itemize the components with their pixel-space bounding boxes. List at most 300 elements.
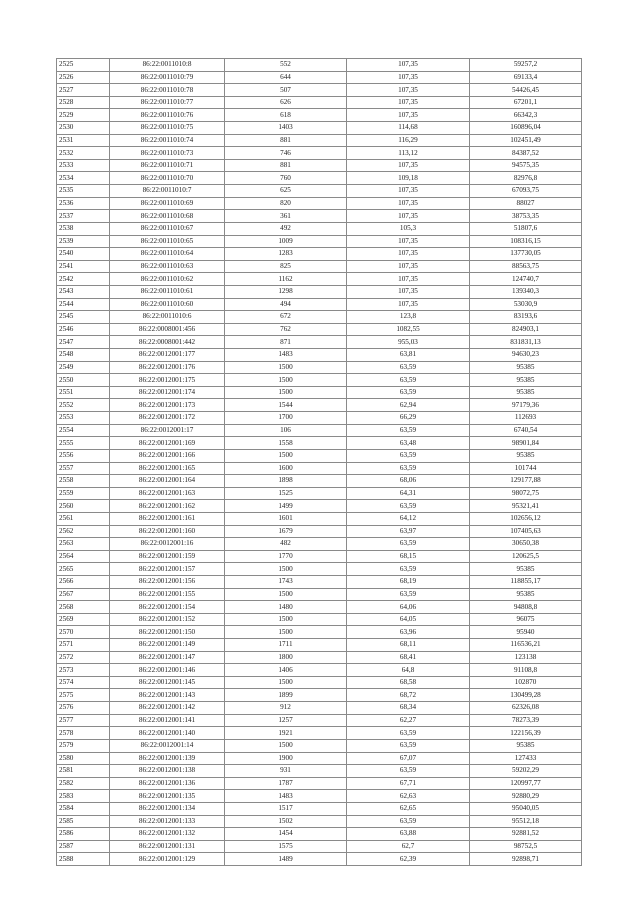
row-number-cell: 2527 (57, 84, 110, 97)
row-number-cell: 2574 (57, 676, 110, 689)
cadastral-number-cell: 86:22:0011010:73 (110, 147, 225, 160)
row-number-cell: 2547 (57, 336, 110, 349)
table-row (57, 840, 582, 853)
area-cell: 626 (225, 96, 347, 109)
cadastral-number-cell: 86:22:0012001:155 (110, 588, 225, 601)
area-cell: 1500 (225, 613, 347, 626)
value-cell: 95321,41 (470, 500, 582, 513)
row-number-cell: 2535 (57, 185, 110, 198)
cadastral-number-cell: 86:22:0011010:77 (110, 96, 225, 109)
value-cell: 831831,13 (470, 336, 582, 349)
row-number-cell: 2529 (57, 109, 110, 122)
table-row (57, 525, 582, 538)
area-cell: 1500 (225, 626, 347, 639)
cadastral-number-cell: 86:22:0011010:61 (110, 285, 225, 298)
row-number-cell: 2588 (57, 853, 110, 866)
table-row (57, 235, 582, 248)
row-number-cell: 2541 (57, 260, 110, 273)
rate-cell: 66,29 (347, 412, 470, 425)
cadastral-number-cell: 86:22:0012001:175 (110, 374, 225, 387)
rate-cell: 63,59 (347, 588, 470, 601)
row-number-cell: 2542 (57, 273, 110, 286)
table-row (57, 487, 582, 500)
cadastral-number-cell: 86:22:0012001:140 (110, 727, 225, 740)
rate-cell: 63,59 (347, 563, 470, 576)
row-number-cell: 2578 (57, 727, 110, 740)
row-number-cell: 2564 (57, 550, 110, 563)
value-cell: 51807,6 (470, 222, 582, 235)
table-row (57, 563, 582, 576)
row-number-cell: 2577 (57, 714, 110, 727)
cadastral-number-cell: 86:22:0012001:136 (110, 777, 225, 790)
cadastral-number-cell: 86:22:0012001:129 (110, 853, 225, 866)
table-row (57, 59, 582, 72)
rate-cell: 63,59 (347, 815, 470, 828)
area-cell: 618 (225, 109, 347, 122)
value-cell: 108316,15 (470, 235, 582, 248)
row-number-cell: 2566 (57, 575, 110, 588)
cadastral-number-cell: 86:22:0012001:173 (110, 399, 225, 412)
row-number-cell: 2561 (57, 512, 110, 525)
cadastral-number-cell: 86:22:0008001:442 (110, 336, 225, 349)
table-row (57, 197, 582, 210)
area-cell: 871 (225, 336, 347, 349)
cadastral-number-cell: 86:22:0012001:131 (110, 840, 225, 853)
row-number-cell: 2550 (57, 374, 110, 387)
row-number-cell: 2530 (57, 122, 110, 135)
rate-cell: 62,27 (347, 714, 470, 727)
rate-cell: 68,15 (347, 550, 470, 563)
rate-cell: 1082,55 (347, 323, 470, 336)
table-row (57, 399, 582, 412)
table-row (57, 802, 582, 815)
rate-cell: 109,18 (347, 172, 470, 185)
table-row (57, 828, 582, 841)
table-row (57, 475, 582, 488)
table-row (57, 853, 582, 866)
table-row (57, 96, 582, 109)
row-number-cell: 2569 (57, 613, 110, 626)
rate-cell: 107,35 (347, 71, 470, 84)
area-cell: 672 (225, 311, 347, 324)
cadastral-number-cell: 86:22:0012001:157 (110, 563, 225, 576)
table-row (57, 84, 582, 97)
area-cell: 1900 (225, 752, 347, 765)
rate-cell: 105,3 (347, 222, 470, 235)
cadastral-number-cell: 86:22:0011010:60 (110, 298, 225, 311)
table-row (57, 739, 582, 752)
value-cell: 67093,75 (470, 185, 582, 198)
row-number-cell: 2558 (57, 475, 110, 488)
value-cell: 30650,38 (470, 538, 582, 551)
value-cell: 95385 (470, 588, 582, 601)
area-cell: 361 (225, 210, 347, 223)
row-number-cell: 2565 (57, 563, 110, 576)
row-number-cell: 2543 (57, 285, 110, 298)
value-cell: 92881,52 (470, 828, 582, 841)
table-row (57, 210, 582, 223)
row-number-cell: 2586 (57, 828, 110, 841)
area-cell: 1454 (225, 828, 347, 841)
area-cell: 507 (225, 84, 347, 97)
table-row (57, 222, 582, 235)
cadastral-number-cell: 86:22:0012001:152 (110, 613, 225, 626)
cadastral-number-cell: 86:22:0012001:17 (110, 424, 225, 437)
rate-cell: 107,35 (347, 260, 470, 273)
cadastral-number-cell: 86:22:0012001:165 (110, 462, 225, 475)
area-cell: 1517 (225, 802, 347, 815)
area-cell: 482 (225, 538, 347, 551)
value-cell: 95385 (470, 563, 582, 576)
row-number-cell: 2552 (57, 399, 110, 412)
value-cell: 97179,36 (470, 399, 582, 412)
rate-cell: 67,71 (347, 777, 470, 790)
cadastral-number-cell: 86:22:0011010:69 (110, 197, 225, 210)
cadastral-number-cell: 86:22:0011010:8 (110, 59, 225, 72)
table-row (57, 424, 582, 437)
row-number-cell: 2528 (57, 96, 110, 109)
table-row (57, 374, 582, 387)
rate-cell: 62,63 (347, 790, 470, 803)
row-number-cell: 2582 (57, 777, 110, 790)
area-cell: 746 (225, 147, 347, 160)
cadastral-number-cell: 86:22:0012001:139 (110, 752, 225, 765)
cadastral-number-cell: 86:22:0011010:78 (110, 84, 225, 97)
cadastral-number-cell: 86:22:0012001:169 (110, 437, 225, 450)
cadastral-number-cell: 86:22:0012001:16 (110, 538, 225, 551)
value-cell: 83193,6 (470, 311, 582, 324)
value-cell: 112693 (470, 412, 582, 425)
area-cell: 1711 (225, 639, 347, 652)
table-row (57, 626, 582, 639)
area-cell: 492 (225, 222, 347, 235)
rate-cell: 107,35 (347, 197, 470, 210)
rate-cell: 63,59 (347, 538, 470, 551)
value-cell: 129177,88 (470, 475, 582, 488)
rate-cell: 63,48 (347, 437, 470, 450)
rate-cell: 63,59 (347, 424, 470, 437)
table-row (57, 285, 582, 298)
row-number-cell: 2585 (57, 815, 110, 828)
table-row (57, 248, 582, 261)
area-cell: 1787 (225, 777, 347, 790)
row-number-cell: 2584 (57, 802, 110, 815)
rate-cell: 113,12 (347, 147, 470, 160)
row-number-cell: 2525 (57, 59, 110, 72)
cadastral-number-cell: 86:22:0012001:132 (110, 828, 225, 841)
row-number-cell: 2563 (57, 538, 110, 551)
table-row (57, 815, 582, 828)
cadastral-number-cell: 86:22:0011010:76 (110, 109, 225, 122)
rate-cell: 63,59 (347, 727, 470, 740)
area-cell: 625 (225, 185, 347, 198)
table-row (57, 185, 582, 198)
cadastral-number-cell: 86:22:0012001:149 (110, 639, 225, 652)
rate-cell: 107,35 (347, 210, 470, 223)
rate-cell: 64,06 (347, 601, 470, 614)
value-cell: 94575,35 (470, 159, 582, 172)
value-cell: 98752,5 (470, 840, 582, 853)
rate-cell: 62,65 (347, 802, 470, 815)
row-number-cell: 2538 (57, 222, 110, 235)
cadastral-number-cell: 86:22:0011010:68 (110, 210, 225, 223)
value-cell: 92880,29 (470, 790, 582, 803)
cadastral-number-cell: 86:22:0012001:162 (110, 500, 225, 513)
value-cell: 118855,17 (470, 575, 582, 588)
rate-cell: 68,41 (347, 651, 470, 664)
area-cell: 1483 (225, 349, 347, 362)
area-cell: 1525 (225, 487, 347, 500)
row-number-cell: 2554 (57, 424, 110, 437)
rate-cell: 123,8 (347, 311, 470, 324)
area-cell: 1700 (225, 412, 347, 425)
area-cell: 1500 (225, 563, 347, 576)
value-cell: 92898,71 (470, 853, 582, 866)
table-row (57, 412, 582, 425)
value-cell: 824903,1 (470, 323, 582, 336)
area-cell: 1500 (225, 386, 347, 399)
value-cell: 69133,4 (470, 71, 582, 84)
cadastral-number-cell: 86:22:0012001:164 (110, 475, 225, 488)
table-row (57, 752, 582, 765)
row-number-cell: 2587 (57, 840, 110, 853)
row-number-cell: 2545 (57, 311, 110, 324)
table-row (57, 538, 582, 551)
value-cell: 95512,18 (470, 815, 582, 828)
value-cell: 95940 (470, 626, 582, 639)
cadastral-number-cell: 86:22:0012001:145 (110, 676, 225, 689)
area-cell: 1558 (225, 437, 347, 450)
cadastral-number-cell: 86:22:0011010:79 (110, 71, 225, 84)
row-number-cell: 2557 (57, 462, 110, 475)
rate-cell: 63,59 (347, 374, 470, 387)
rate-cell: 63,59 (347, 361, 470, 374)
value-cell: 59202,29 (470, 765, 582, 778)
row-number-cell: 2571 (57, 639, 110, 652)
value-cell: 95385 (470, 374, 582, 387)
cadastral-number-cell: 86:22:0012001:143 (110, 689, 225, 702)
cadastral-number-cell: 86:22:0011010:6 (110, 311, 225, 324)
value-cell: 102451,49 (470, 134, 582, 147)
table-row (57, 727, 582, 740)
area-cell: 1575 (225, 840, 347, 853)
row-number-cell: 2559 (57, 487, 110, 500)
value-cell: 67201,1 (470, 96, 582, 109)
cadastral-number-cell: 86:22:0008001:456 (110, 323, 225, 336)
table-row (57, 361, 582, 374)
table-row (57, 689, 582, 702)
cadastral-number-cell: 86:22:0012001:166 (110, 449, 225, 462)
rate-cell: 107,35 (347, 109, 470, 122)
value-cell: 130499,28 (470, 689, 582, 702)
value-cell: 102656,12 (470, 512, 582, 525)
cadastral-value-table (56, 58, 582, 866)
cadastral-number-cell: 86:22:0012001:161 (110, 512, 225, 525)
rate-cell: 63,96 (347, 626, 470, 639)
value-cell: 160896,04 (470, 122, 582, 135)
area-cell: 1899 (225, 689, 347, 702)
value-cell: 101744 (470, 462, 582, 475)
area-cell: 1500 (225, 739, 347, 752)
row-number-cell: 2534 (57, 172, 110, 185)
table-row (57, 462, 582, 475)
row-number-cell: 2544 (57, 298, 110, 311)
cadastral-number-cell: 86:22:0012001:138 (110, 765, 225, 778)
row-number-cell: 2562 (57, 525, 110, 538)
area-cell: 1500 (225, 361, 347, 374)
value-cell: 82976,8 (470, 172, 582, 185)
value-cell: 123138 (470, 651, 582, 664)
table-row (57, 664, 582, 677)
area-cell: 820 (225, 197, 347, 210)
value-cell: 54426,45 (470, 84, 582, 97)
table-row (57, 386, 582, 399)
row-number-cell: 2548 (57, 349, 110, 362)
area-cell: 1499 (225, 500, 347, 513)
table-row (57, 575, 582, 588)
cadastral-number-cell: 86:22:0012001:154 (110, 601, 225, 614)
value-cell: 53030,9 (470, 298, 582, 311)
rate-cell: 63,59 (347, 739, 470, 752)
area-cell: 1601 (225, 512, 347, 525)
table-row (57, 273, 582, 286)
rate-cell: 67,07 (347, 752, 470, 765)
area-cell: 1544 (225, 399, 347, 412)
row-number-cell: 2556 (57, 449, 110, 462)
cadastral-number-cell: 86:22:0011010:7 (110, 185, 225, 198)
row-number-cell: 2555 (57, 437, 110, 450)
value-cell: 66342,3 (470, 109, 582, 122)
area-cell: 1921 (225, 727, 347, 740)
row-number-cell: 2572 (57, 651, 110, 664)
row-number-cell: 2580 (57, 752, 110, 765)
table-row (57, 765, 582, 778)
table-row (57, 714, 582, 727)
area-cell: 1500 (225, 676, 347, 689)
table-row (57, 512, 582, 525)
table-row (57, 777, 582, 790)
area-cell: 881 (225, 134, 347, 147)
rate-cell: 62,7 (347, 840, 470, 853)
value-cell: 94630,23 (470, 349, 582, 362)
area-cell: 1600 (225, 462, 347, 475)
value-cell: 124740,7 (470, 273, 582, 286)
table-row (57, 437, 582, 450)
value-cell: 38753,35 (470, 210, 582, 223)
row-number-cell: 2532 (57, 147, 110, 160)
table-row (57, 349, 582, 362)
rate-cell: 68,72 (347, 689, 470, 702)
value-cell: 59257,2 (470, 59, 582, 72)
value-cell: 95385 (470, 449, 582, 462)
row-number-cell: 2581 (57, 765, 110, 778)
area-cell: 644 (225, 71, 347, 84)
cadastral-number-cell: 86:22:0012001:172 (110, 412, 225, 425)
row-number-cell: 2567 (57, 588, 110, 601)
area-cell: 1480 (225, 601, 347, 614)
rate-cell: 107,35 (347, 298, 470, 311)
table-row (57, 122, 582, 135)
value-cell: 107405,63 (470, 525, 582, 538)
area-cell: 1406 (225, 664, 347, 677)
cadastral-number-cell: 86:22:0011010:62 (110, 273, 225, 286)
area-cell: 1298 (225, 285, 347, 298)
value-cell: 139340,3 (470, 285, 582, 298)
area-cell: 762 (225, 323, 347, 336)
row-number-cell: 2540 (57, 248, 110, 261)
row-number-cell: 2583 (57, 790, 110, 803)
area-cell: 912 (225, 702, 347, 715)
rate-cell: 62,39 (347, 853, 470, 866)
table-row (57, 311, 582, 324)
cadastral-number-cell: 86:22:0011010:71 (110, 159, 225, 172)
table-row (57, 71, 582, 84)
cadastral-number-cell: 86:22:0012001:142 (110, 702, 225, 715)
area-cell: 1283 (225, 248, 347, 261)
rate-cell: 63,59 (347, 462, 470, 475)
rate-cell: 63,88 (347, 828, 470, 841)
value-cell: 120997,77 (470, 777, 582, 790)
area-cell: 552 (225, 59, 347, 72)
cadastral-number-cell: 86:22:0011010:64 (110, 248, 225, 261)
table-row (57, 588, 582, 601)
value-cell: 78273,39 (470, 714, 582, 727)
area-cell: 1162 (225, 273, 347, 286)
value-cell: 88027 (470, 197, 582, 210)
rate-cell: 64,8 (347, 664, 470, 677)
cadastral-number-cell: 86:22:0011010:70 (110, 172, 225, 185)
rate-cell: 63,59 (347, 765, 470, 778)
rate-cell: 62,94 (347, 399, 470, 412)
rate-cell: 64,12 (347, 512, 470, 525)
value-cell: 127433 (470, 752, 582, 765)
row-number-cell: 2539 (57, 235, 110, 248)
row-number-cell: 2533 (57, 159, 110, 172)
rate-cell: 107,35 (347, 96, 470, 109)
rate-cell: 107,35 (347, 248, 470, 261)
value-cell: 95385 (470, 739, 582, 752)
cadastral-number-cell: 86:22:0012001:134 (110, 802, 225, 815)
rate-cell: 63,59 (347, 500, 470, 513)
area-cell: 494 (225, 298, 347, 311)
area-cell: 825 (225, 260, 347, 273)
row-number-cell: 2575 (57, 689, 110, 702)
table-row (57, 449, 582, 462)
rate-cell: 68,11 (347, 639, 470, 652)
rate-cell: 107,35 (347, 84, 470, 97)
cadastral-number-cell: 86:22:0012001:156 (110, 575, 225, 588)
cadastral-number-cell: 86:22:0012001:163 (110, 487, 225, 500)
rate-cell: 107,35 (347, 185, 470, 198)
row-number-cell: 2573 (57, 664, 110, 677)
cadastral-number-cell: 86:22:0012001:150 (110, 626, 225, 639)
table-row (57, 790, 582, 803)
rate-cell: 64,31 (347, 487, 470, 500)
rate-cell: 68,19 (347, 575, 470, 588)
area-cell: 1257 (225, 714, 347, 727)
value-cell: 98901,84 (470, 437, 582, 450)
value-cell: 91108,8 (470, 664, 582, 677)
value-cell: 98072,75 (470, 487, 582, 500)
value-cell: 95385 (470, 361, 582, 374)
rate-cell: 107,35 (347, 59, 470, 72)
table-row (57, 323, 582, 336)
area-cell: 106 (225, 424, 347, 437)
area-cell: 1898 (225, 475, 347, 488)
value-cell: 95040,05 (470, 802, 582, 815)
row-number-cell: 2576 (57, 702, 110, 715)
rate-cell: 63,81 (347, 349, 470, 362)
